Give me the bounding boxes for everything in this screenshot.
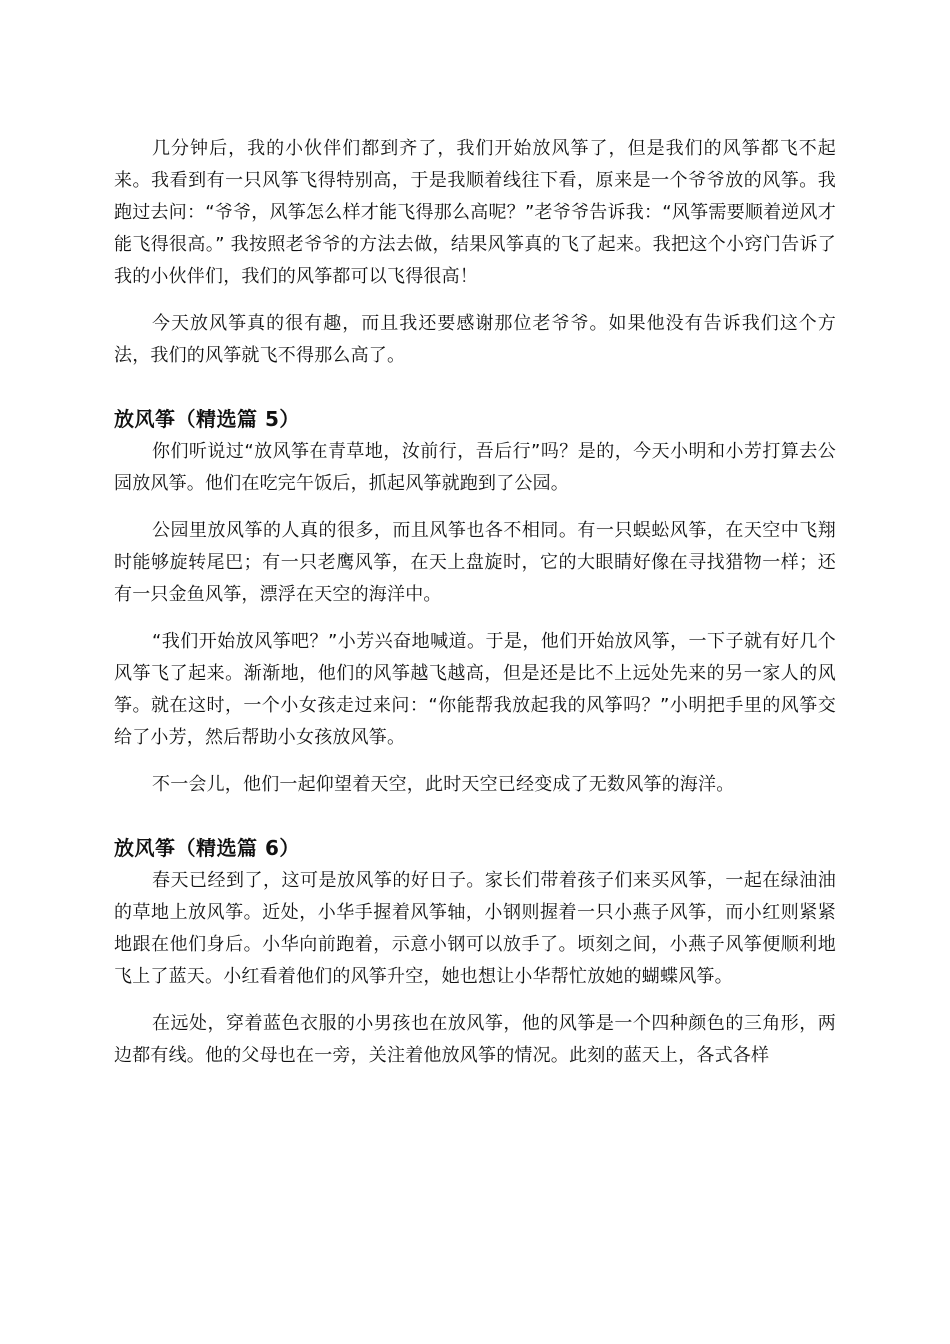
section-heading: 放风筝（精选篇 6） <box>114 836 300 860</box>
paragraph: 春天已经到了，这可是放风筝的好日子。家长们带着孩子们来买风筝，一起在绿油油的草地上放风筝。近处，小华手握着风筝轴，小钢则握着一只小燕子风筝，而小红则紧紧地跟在他们身后。小华向前跑着，示意小钢可以放手了。顷刻之间，小燕子风筝便顺利地飞上了蓝天。小红看着他们的风筝升空，她也想让小华帮忙放她的蝴蝶风筝。 <box>114 870 836 987</box>
paragraph: 公园里放风筝的人真的很多，而且风筝也各不相同。有一只蜈蚣风筝，在天空中飞翔时能够旋转尾巴；有一只老鹰风筝，在天上盘旋时，它的大眼睛好像在寻找猎物一样；还有一只金鱼风筝，漂浮在天空的海洋中。 <box>114 520 836 605</box>
paragraph: 不一会儿，他们一起仰望着天空，此时天空已经变成了无数风筝的海洋。 <box>152 774 735 795</box>
paragraph: “我们开始放风筝吧？”小芳兴奋地喊道。于是，他们开始放风筝，一下子就有好几个风筝飞了起来。渐渐地，他们的风筝越飞越高，但是还是比不上远处先来的另一家人的风筝。就在这时，一个小女孩走过来问：“你能帮我放起我的风筝吗？”小明把手里的风筝交给了小芳，然后帮助小女孩放风筝。 <box>114 631 836 748</box>
paragraph: 今天放风筝真的很有趣，而且我还要感谢那位老爷爷。如果他没有告诉我们这个方法，我们的风筝就飞不得那么高了。 <box>114 313 836 366</box>
paragraph: 你们听说过“放风筝在青草地，汝前行，吾后行”吗？是的，今天小明和小芳打算去公园放风筝。他们在吃完午饭后，抓起风筝就跑到了公园。 <box>114 441 836 494</box>
document-body <box>114 133 836 1087</box>
paragraph: 在远处，穿着蓝色衣服的小男孩也在放风筝，他的风筝是一个四种颜色的三角形，两边都有线。他的父母也在一旁，关注着他放风筝的情况。此刻的蓝天上，各式各样 <box>114 1013 836 1066</box>
section-heading: 放风筝（精选篇 5） <box>114 407 300 431</box>
paragraph: 几分钟后，我的小伙伴们都到齐了，我们开始放风筝了，但是我们的风筝都飞不起来。我看到有一只风筝飞得特别高，于是我顺着线往下看，原来是一个爷爷放的风筝。我跑过去问：“爷爷，风筝怎么样才能飞得那么高呢？”老爷爷告诉我：“风筝需要顺着逆风才能飞得很高。” 我按照老爷爷的方法去做，结果风筝真的飞了起来。我把这个小窍门告诉了我的小伙伴们，我们的风筝都可以飞得很高！ <box>114 138 836 287</box>
